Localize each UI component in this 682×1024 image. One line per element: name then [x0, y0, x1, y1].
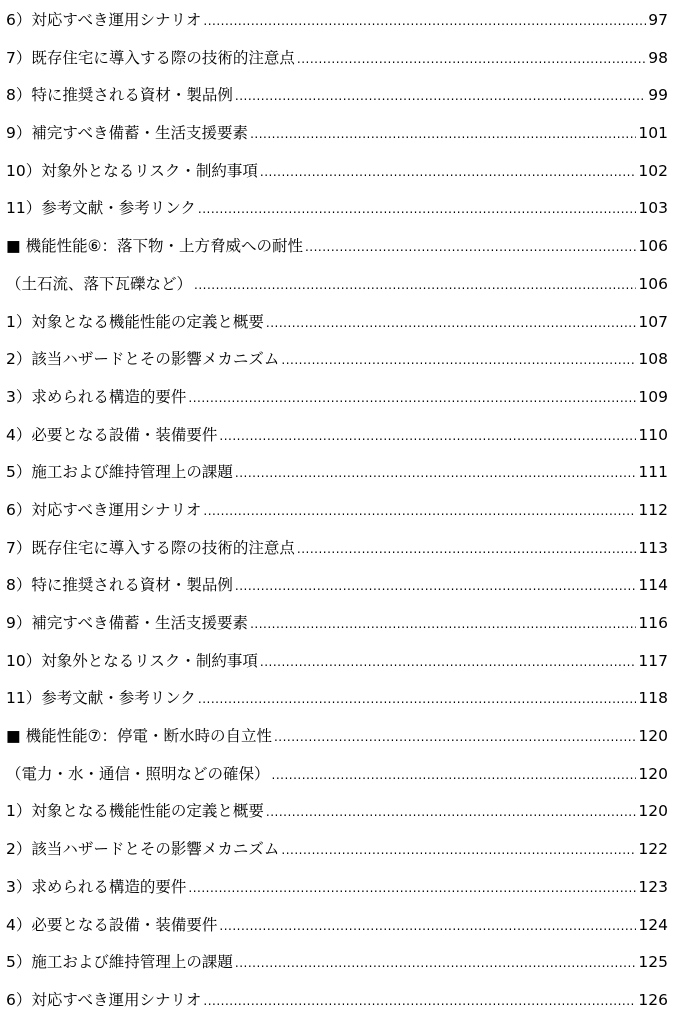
toc-page-number: 98	[648, 48, 668, 67]
toc-entry-label: 7）既存住宅に導入する際の技術的注意点	[6, 48, 295, 67]
toc-entry-label: 4）必要となる設備・装備要件	[6, 915, 218, 934]
toc-section-subheading[interactable]	[6, 756, 668, 794]
toc-entry-label: 5）施工および維持管理上の課題	[6, 463, 233, 482]
toc-entry[interactable]	[6, 115, 668, 153]
toc-page-number: 120	[638, 764, 668, 783]
toc-dot-leader	[274, 719, 636, 757]
toc-dot-leader	[297, 531, 637, 569]
toc-page-number: 112	[638, 500, 668, 519]
toc-entry-label: ■ 機能性能⑥：落下物・上方脅威への耐性	[6, 237, 303, 256]
toc-page-number: 107	[638, 312, 668, 331]
toc-entry[interactable]	[6, 454, 668, 492]
toc-entry-label: ■ 機能性能⑦：停電・断水時の自立性	[6, 727, 272, 746]
toc-page-number: 125	[638, 953, 668, 972]
toc-entry-label: 8）特に推奨される資材・製品例	[6, 576, 233, 595]
toc-entry-label: （電力・水・通信・照明などの確保）	[6, 764, 270, 783]
toc-entry-label: 6）対応すべき運用シナリオ	[6, 500, 202, 519]
toc-entry-label: 4）必要となる設備・装備要件	[6, 425, 218, 444]
toc-page-number: 122	[638, 840, 668, 859]
toc-entry[interactable]	[6, 680, 668, 718]
toc-entry-label: 5）施工および維持管理上の課題	[6, 953, 233, 972]
toc-dot-leader	[198, 681, 636, 719]
toc-entry[interactable]	[6, 77, 668, 115]
toc-dot-leader	[235, 568, 637, 606]
toc-dot-leader	[266, 305, 637, 343]
toc-entry-label: 10）対象外となるリスク・制約事項	[6, 161, 258, 180]
toc-entry[interactable]	[6, 982, 668, 1020]
toc-page-number: 118	[638, 689, 668, 708]
toc-entry[interactable]	[6, 869, 668, 907]
toc-page-number: 120	[638, 727, 668, 746]
toc-dot-leader	[297, 41, 646, 79]
toc-entry[interactable]	[6, 793, 668, 831]
toc-page-number: 116	[638, 614, 668, 632]
toc-page-number: 113	[638, 538, 668, 557]
toc-page-number: 126	[638, 990, 668, 1009]
toc-page-number: 111	[638, 463, 668, 482]
toc-entry-label: （土石流、落下瓦礫など）	[6, 274, 193, 293]
toc-entry-label: 3）求められる構造的要件	[6, 877, 187, 896]
toc-entry[interactable]	[6, 907, 668, 945]
toc-dot-leader	[194, 267, 636, 305]
toc-entry[interactable]	[6, 40, 668, 78]
toc-entry-label: 3）求められる構造的要件	[6, 387, 187, 406]
toc-entry[interactable]	[6, 417, 668, 455]
toc-dot-leader	[272, 757, 637, 795]
toc-dot-leader	[188, 870, 636, 908]
toc-dot-leader	[219, 418, 636, 456]
table-of-contents	[6, 2, 668, 1020]
toc-entry[interactable]	[6, 492, 668, 530]
toc-entry[interactable]	[6, 605, 668, 643]
toc-page-number: 114	[638, 576, 668, 595]
toc-dot-leader	[305, 229, 636, 267]
toc-dot-leader	[219, 908, 636, 946]
toc-page-number: 117	[638, 651, 668, 670]
toc-page-number: 102	[638, 161, 668, 180]
toc-dot-leader	[235, 78, 646, 116]
toc-section-heading[interactable]	[6, 718, 668, 756]
toc-entry[interactable]	[6, 190, 668, 228]
toc-entry[interactable]	[6, 567, 668, 605]
toc-entry[interactable]	[6, 341, 668, 379]
toc-page-number: 110	[638, 425, 668, 444]
toc-entry[interactable]	[6, 530, 668, 568]
toc-entry[interactable]	[6, 2, 668, 40]
toc-dot-leader	[235, 945, 637, 983]
toc-dot-leader	[188, 380, 636, 418]
toc-entry-label: 11）参考文献・参考リンク	[6, 689, 196, 708]
toc-dot-leader	[281, 342, 636, 380]
toc-entry[interactable]	[6, 153, 668, 191]
toc-dot-leader	[250, 116, 636, 154]
toc-entry-label: 9）補完すべき備蓄・生活支援要素	[6, 614, 249, 632]
toc-dot-leader	[198, 191, 636, 229]
toc-dot-leader	[203, 983, 636, 1021]
toc-page-number: 97	[648, 11, 668, 29]
toc-section-heading[interactable]	[6, 228, 668, 266]
toc-page-number: 106	[638, 237, 668, 256]
toc-dot-leader	[266, 794, 637, 832]
toc-page-number: 124	[638, 915, 668, 934]
toc-page-number: 99	[648, 86, 668, 105]
toc-dot-leader	[260, 154, 636, 192]
toc-entry[interactable]	[6, 831, 668, 869]
toc-entry[interactable]	[6, 304, 668, 342]
toc-entry-label: 2）該当ハザードとその影響メカニズム	[6, 350, 280, 369]
toc-dot-leader	[250, 606, 636, 644]
toc-entry[interactable]	[6, 379, 668, 417]
toc-entry-label: 2）該当ハザードとその影響メカニズム	[6, 840, 280, 859]
toc-entry-label: 8）特に推奨される資材・製品例	[6, 86, 233, 105]
toc-entry-label: 7）既存住宅に導入する際の技術的注意点	[6, 538, 295, 557]
toc-entry[interactable]	[6, 944, 668, 982]
toc-page-number: 123	[638, 877, 668, 896]
toc-entry-label: 1）対象となる機能性能の定義と概要	[6, 312, 264, 331]
toc-dot-leader	[203, 493, 636, 531]
toc-entry-label: 6）対応すべき運用シナリオ	[6, 990, 202, 1009]
toc-page-number: 103	[638, 199, 668, 218]
toc-dot-leader	[260, 644, 636, 682]
toc-page-number: 101	[638, 124, 668, 143]
toc-page-number: 120	[638, 802, 668, 821]
toc-dot-leader	[235, 455, 637, 493]
toc-entry-label: 10）対象外となるリスク・制約事項	[6, 651, 258, 670]
toc-entry[interactable]	[6, 643, 668, 681]
toc-entry-label: 6）対応すべき運用シナリオ	[6, 11, 202, 29]
toc-page-number: 106	[638, 274, 668, 293]
toc-page-number: 109	[638, 387, 668, 406]
toc-section-subheading[interactable]	[6, 266, 668, 304]
toc-entry-label: 11）参考文献・参考リンク	[6, 199, 196, 218]
toc-entry-label: 1）対象となる機能性能の定義と概要	[6, 802, 264, 821]
toc-entry-label: 9）補完すべき備蓄・生活支援要素	[6, 124, 249, 143]
toc-page-number: 108	[638, 350, 668, 369]
toc-dot-leader	[203, 3, 646, 41]
toc-dot-leader	[281, 832, 636, 870]
